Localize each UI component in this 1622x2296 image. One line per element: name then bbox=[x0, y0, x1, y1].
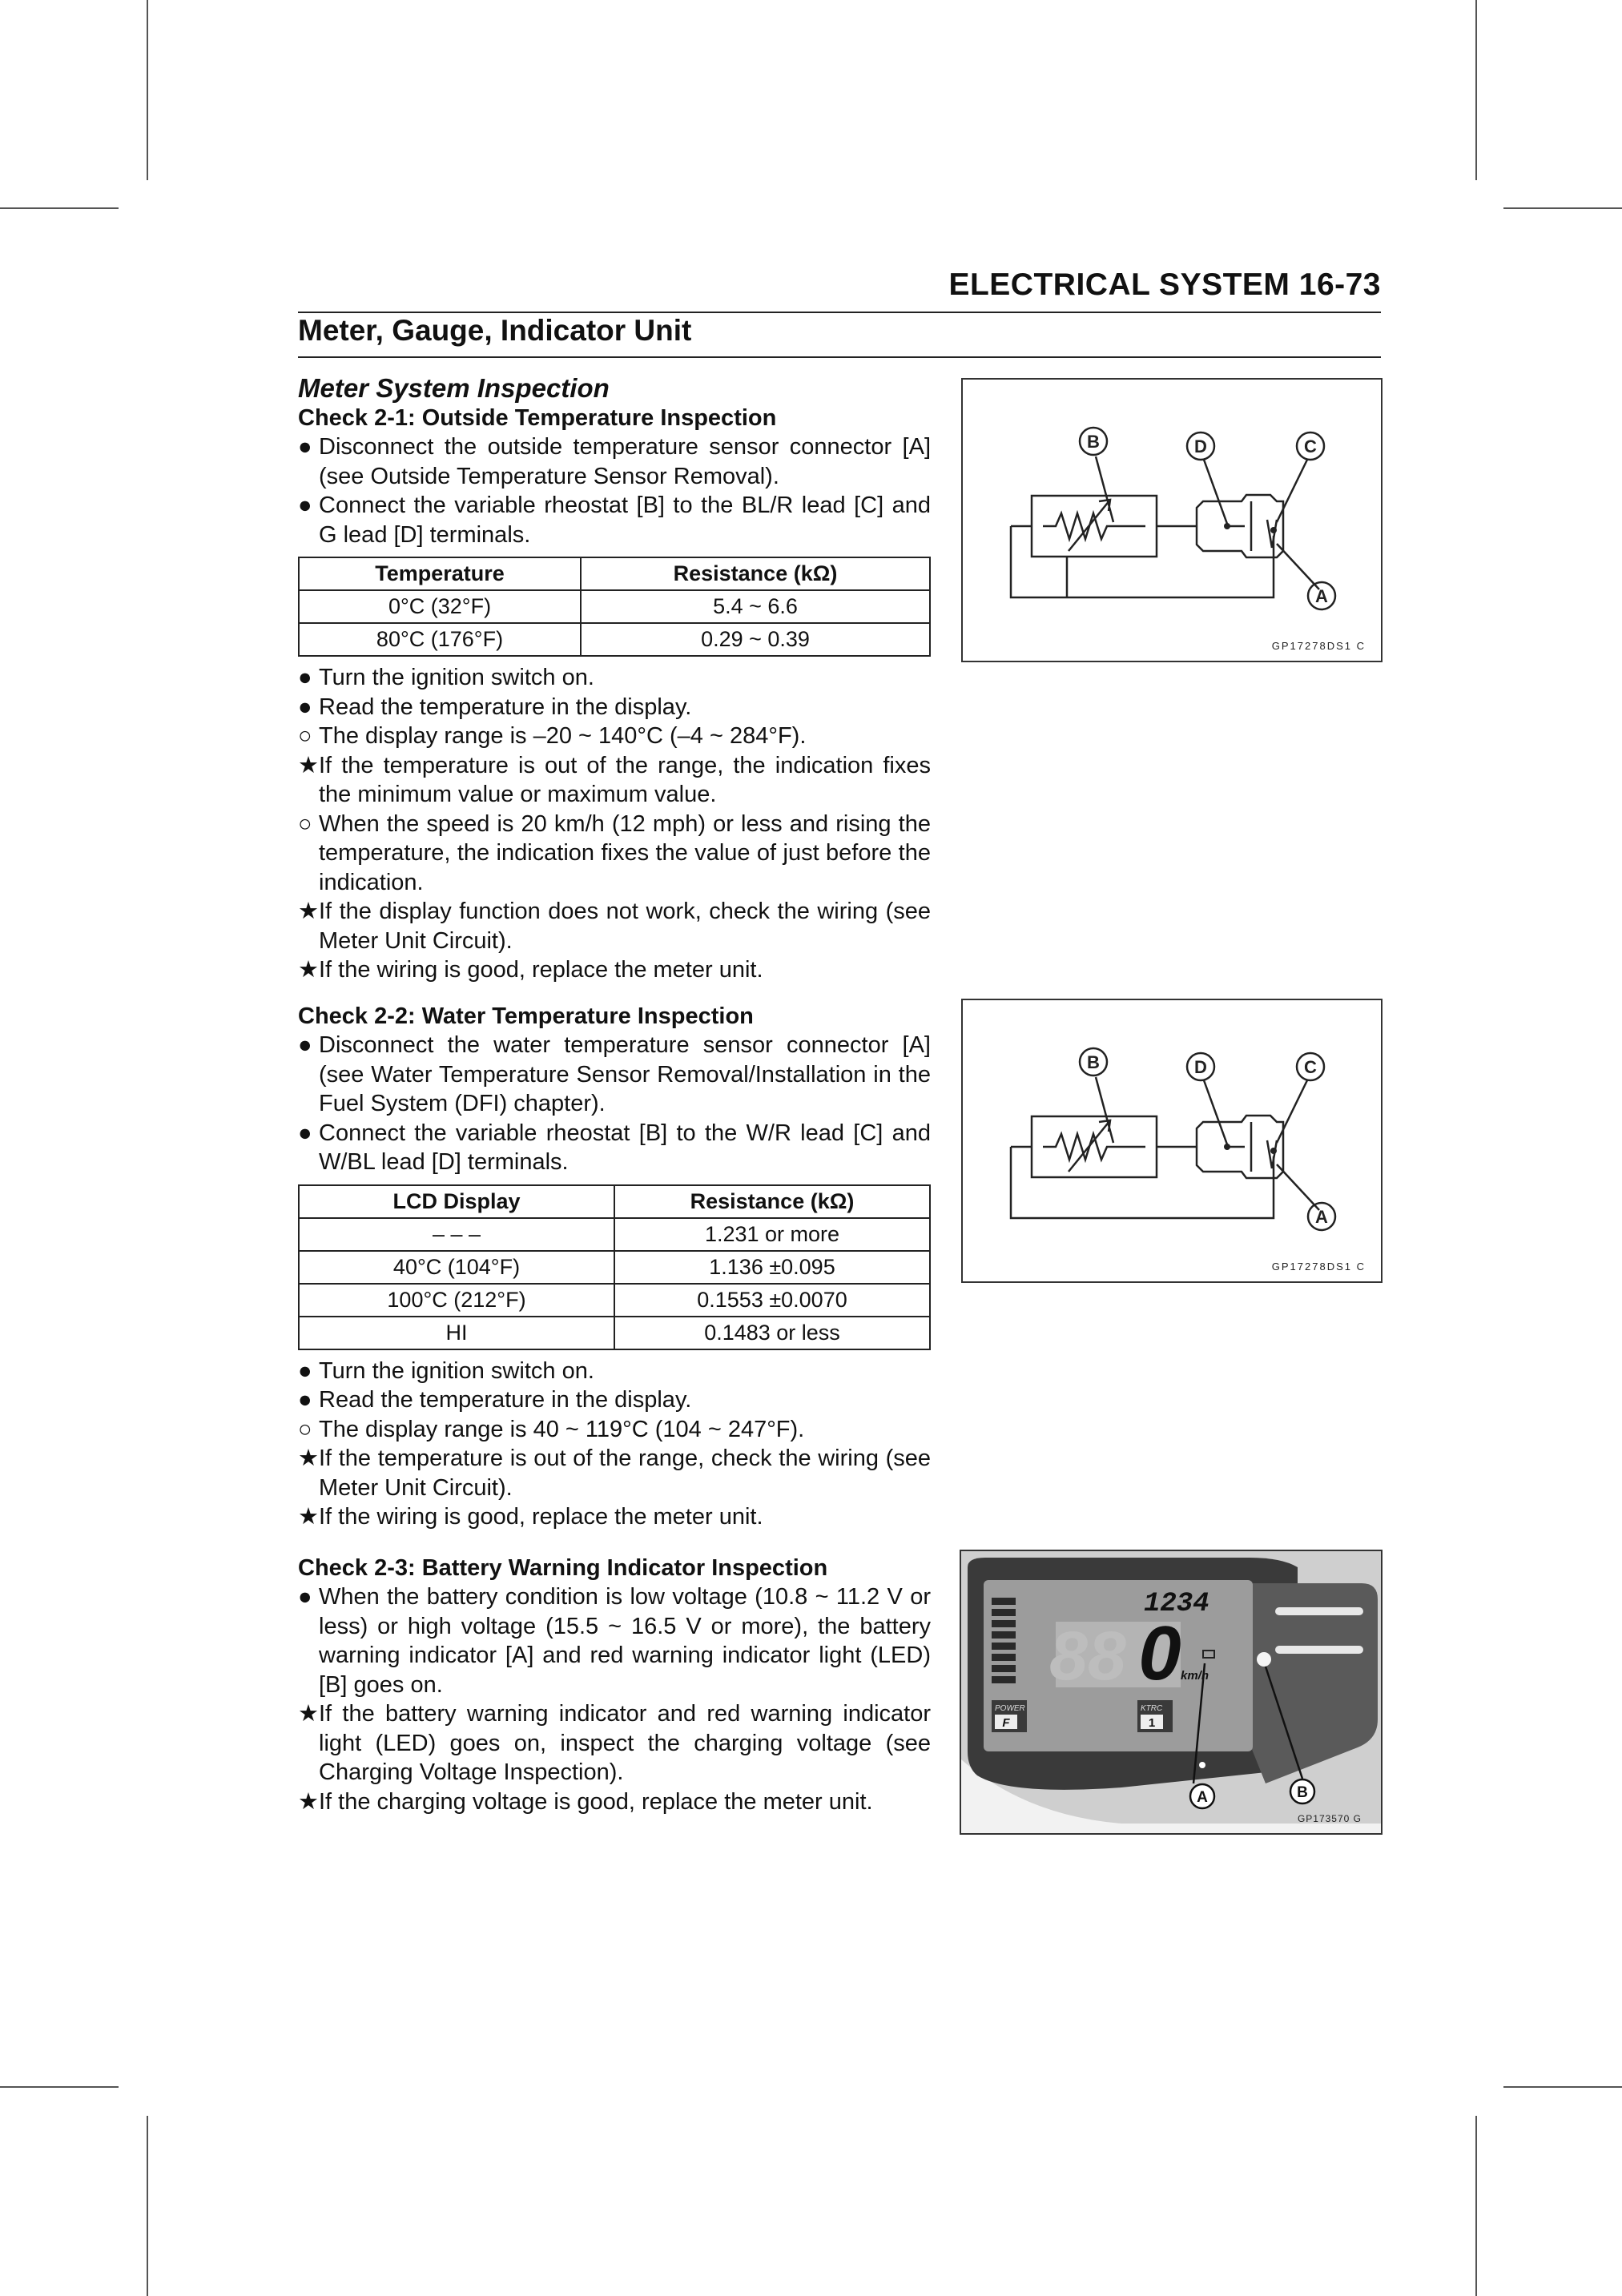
label-d: D bbox=[1194, 1057, 1207, 1077]
step-text: The display range is –20 ~ 140°C (–4 ~ 284°F). bbox=[319, 723, 807, 749]
check-2-3-steps bbox=[298, 1582, 931, 1816]
table-row bbox=[299, 623, 930, 656]
speed-unit: km/h bbox=[1181, 1669, 1209, 1683]
label-a: A bbox=[1315, 586, 1328, 606]
table-row bbox=[299, 1218, 930, 1251]
wire-loop bbox=[1011, 1147, 1274, 1218]
table-header-cell: Temperature bbox=[299, 557, 581, 590]
step-text: The display range is 40 ~ 119°C (104 ~ 247°F). bbox=[319, 1416, 805, 1442]
table-row bbox=[299, 1251, 930, 1284]
resistor-zigzag bbox=[1043, 1134, 1145, 1160]
table-header-row bbox=[299, 1185, 930, 1218]
step-text: If the battery warning indicator and red warning indicator light (LED) goes on, inspect the charging voltage (see Charging Voltage Inspection). bbox=[319, 1701, 931, 1785]
bullet-marker: ● bbox=[298, 1387, 312, 1413]
rheostat-diagram bbox=[963, 1000, 1381, 1281]
table-cell: 40°C (104°F) bbox=[299, 1251, 614, 1284]
table-cell: 0.29 ~ 0.39 bbox=[581, 623, 930, 656]
step-item bbox=[298, 1119, 931, 1177]
bullet-marker: ○ bbox=[298, 1416, 312, 1442]
crop-mark bbox=[147, 0, 148, 180]
label-c: C bbox=[1304, 1057, 1317, 1077]
table-cell: 100°C (212°F) bbox=[299, 1284, 614, 1317]
page-header-title: ELECTRICAL SYSTEM 16-73 bbox=[948, 267, 1381, 302]
subsection-title: Meter System Inspection bbox=[298, 373, 610, 403]
leader-b bbox=[1096, 1077, 1113, 1143]
step-item bbox=[298, 693, 931, 722]
ktrc-value: 1 bbox=[1148, 1716, 1156, 1730]
step-text: Connect the variable rheostat [B] to the W/R lead [C] and W/BL lead [D] terminals. bbox=[319, 1120, 931, 1175]
table-cell: 80°C (176°F) bbox=[299, 623, 581, 656]
wire-loop bbox=[1011, 526, 1274, 597]
bullet-marker: ● bbox=[298, 1357, 312, 1384]
figure-code: GP173570 G bbox=[1297, 1813, 1362, 1824]
table-header-row bbox=[299, 557, 930, 590]
table-row bbox=[299, 590, 930, 623]
step-item bbox=[298, 1031, 931, 1119]
bullet-marker: ★ bbox=[298, 1701, 319, 1727]
check-2-1-block bbox=[298, 373, 931, 985]
crop-mark bbox=[147, 2116, 148, 2296]
table-header-cell: LCD Display bbox=[299, 1185, 614, 1218]
label-a: A bbox=[1197, 1789, 1208, 1806]
rheostat-diagram bbox=[963, 380, 1381, 661]
label-b: B bbox=[1297, 1784, 1308, 1801]
leader-c bbox=[1277, 460, 1307, 522]
table-header-cell: Resistance (kΩ) bbox=[581, 557, 930, 590]
section-title: Meter, Gauge, Indicator Unit bbox=[298, 314, 692, 347]
step-item bbox=[298, 1415, 931, 1445]
table-row bbox=[299, 1284, 930, 1317]
bullet-marker: ★ bbox=[298, 1446, 319, 1471]
table-cell: 5.4 ~ 6.6 bbox=[581, 590, 930, 623]
step-item bbox=[298, 955, 931, 985]
step-text: Turn the ignition switch on. bbox=[319, 665, 594, 690]
bullet-marker: ● bbox=[298, 434, 312, 460]
check-2-2-steps-a bbox=[298, 1031, 931, 1177]
figure-meter-unit-photo bbox=[960, 1550, 1383, 1835]
step-item bbox=[298, 1357, 931, 1386]
step-item bbox=[298, 751, 931, 810]
check-2-1-title: Check 2-1: Outside Temperature Inspection bbox=[298, 405, 777, 431]
label-b: B bbox=[1087, 432, 1100, 452]
step-item bbox=[298, 1787, 931, 1817]
crop-mark bbox=[1503, 207, 1622, 209]
label-c: C bbox=[1304, 436, 1317, 456]
step-text: Read the temperature in the display. bbox=[319, 694, 692, 720]
step-text: Disconnect the outside temperature sensor connector [A] (see Outside Temperature Sensor Removal). bbox=[319, 434, 931, 489]
step-text: Disconnect the water temperature sensor connector [A] (see Water Temperature Sensor Removal/Installation in the Fuel System (DFI) chapter). bbox=[319, 1032, 931, 1116]
step-item bbox=[298, 810, 931, 898]
leader-d bbox=[1204, 1080, 1227, 1144]
step-item bbox=[298, 1582, 931, 1699]
leader-b bbox=[1096, 456, 1113, 522]
step-text: If the temperature is out of the range, check the wiring (see Meter Unit Circuit). bbox=[319, 1446, 931, 1501]
table-cell: 0.1553 ±0.0070 bbox=[614, 1284, 930, 1317]
step-item bbox=[298, 722, 931, 751]
step-item bbox=[298, 1502, 931, 1532]
check-2-1-steps-a bbox=[298, 432, 931, 549]
water-temp-resistance-table bbox=[298, 1184, 931, 1350]
bullet-marker: ○ bbox=[298, 810, 312, 837]
bullet-marker: ● bbox=[298, 1584, 312, 1610]
section-rule bbox=[298, 356, 1381, 358]
step-text: Turn the ignition switch on. bbox=[319, 1357, 594, 1384]
table-cell: 0°C (32°F) bbox=[299, 590, 581, 623]
power-mode-label: POWER bbox=[995, 1704, 1025, 1713]
rheostat-arrow bbox=[1069, 1120, 1110, 1172]
step-text: If the display function does not work, check the wiring (see Meter Unit Circuit). bbox=[319, 899, 931, 954]
step-item bbox=[298, 663, 931, 693]
check-2-3-title: Check 2-3: Battery Warning Indicator Inspection bbox=[298, 1555, 828, 1581]
figure-code: GP17278DS1 C bbox=[1271, 1261, 1366, 1273]
rheostat-arrow bbox=[1069, 500, 1110, 551]
bullet-marker: ● bbox=[298, 665, 312, 690]
bullet-marker: ● bbox=[298, 1120, 312, 1146]
bullet-marker: ● bbox=[298, 1032, 312, 1058]
leader-a bbox=[1277, 544, 1319, 589]
crop-mark bbox=[0, 2086, 119, 2088]
leader-d bbox=[1204, 460, 1227, 524]
step-text: Read the temperature in the display. bbox=[319, 1387, 692, 1413]
label-d: D bbox=[1194, 436, 1207, 456]
check-2-3-block bbox=[298, 1554, 931, 1816]
meter-unit-illustration bbox=[961, 1551, 1381, 1833]
step-item bbox=[298, 491, 931, 549]
bullet-marker: ★ bbox=[298, 1788, 319, 1815]
table-header-cell: Resistance (kΩ) bbox=[614, 1185, 930, 1218]
bullet-marker: ○ bbox=[298, 723, 312, 749]
speed-readout: 0 bbox=[1138, 1610, 1181, 1696]
table-cell: 1.231 or more bbox=[614, 1218, 930, 1251]
step-item bbox=[298, 897, 931, 955]
crop-mark bbox=[1503, 2086, 1622, 2088]
crop-mark bbox=[0, 207, 119, 209]
crop-mark bbox=[1475, 2116, 1477, 2296]
table-cell: – – – bbox=[299, 1218, 614, 1251]
outside-temp-resistance-table bbox=[298, 557, 931, 657]
step-text: When the battery condition is low voltage (10.8 ~ 11.2 V or less) or high voltage (15.5 ~ 16.5 V or more), the battery warning indicator [A] and red warning indicator light (LED) [B] goes on. bbox=[319, 1584, 931, 1698]
label-b: B bbox=[1087, 1052, 1100, 1072]
label-a: A bbox=[1315, 1207, 1328, 1227]
bullet-marker: ★ bbox=[298, 957, 319, 983]
leader-c bbox=[1277, 1080, 1307, 1143]
step-text: If the wiring is good, replace the meter unit. bbox=[319, 1504, 763, 1530]
bullet-marker: ● bbox=[298, 493, 312, 518]
bullet-marker: ★ bbox=[298, 899, 319, 924]
step-item bbox=[298, 432, 931, 491]
table-cell: 1.136 ±0.095 bbox=[614, 1251, 930, 1284]
step-text: If the charging voltage is good, replace the meter unit. bbox=[319, 1788, 873, 1815]
figure-water-temp-rheostat bbox=[961, 999, 1383, 1283]
table-cell: 0.1483 or less bbox=[614, 1317, 930, 1349]
table-row bbox=[299, 1317, 930, 1349]
step-item bbox=[298, 1444, 931, 1502]
check-2-2-title: Check 2-2: Water Temperature Inspection bbox=[298, 1003, 754, 1029]
check-2-2-block bbox=[298, 1002, 931, 1532]
bullet-marker: ★ bbox=[298, 1504, 319, 1530]
step-text: If the temperature is out of the range, the indication fixes the minimum value or maximum value. bbox=[319, 752, 931, 807]
odometer-readout: 1234 bbox=[1144, 1589, 1209, 1619]
crop-mark bbox=[1475, 0, 1477, 180]
step-item bbox=[298, 1699, 931, 1787]
figure-code: GP17278DS1 C bbox=[1271, 640, 1366, 652]
step-text: When the speed is 20 km/h (12 mph) or less and rising the temperature, the indication fixes the value of just before the indication. bbox=[319, 810, 931, 895]
ktrc-label: KTRC bbox=[1141, 1704, 1163, 1713]
red-warning-led bbox=[1257, 1652, 1271, 1667]
header-rule bbox=[298, 312, 1381, 313]
table-cell: HI bbox=[299, 1317, 614, 1349]
resistor-zigzag bbox=[1043, 513, 1145, 539]
check-2-2-steps-b bbox=[298, 1357, 931, 1532]
step-text: If the wiring is good, replace the meter unit. bbox=[319, 957, 763, 983]
bullet-marker: ★ bbox=[298, 752, 319, 778]
step-item bbox=[298, 1385, 931, 1415]
power-mode-value: F bbox=[1002, 1716, 1010, 1730]
step-text: Connect the variable rheostat [B] to the BL/R lead [C] and G lead [D] terminals. bbox=[319, 493, 931, 548]
bullet-marker: ● bbox=[298, 694, 312, 720]
ghost-speed-digits: 88 bbox=[1049, 1618, 1126, 1695]
check-2-1-steps-b bbox=[298, 663, 931, 985]
figure-outside-temp-rheostat bbox=[961, 378, 1383, 662]
leader-a bbox=[1277, 1164, 1319, 1210]
